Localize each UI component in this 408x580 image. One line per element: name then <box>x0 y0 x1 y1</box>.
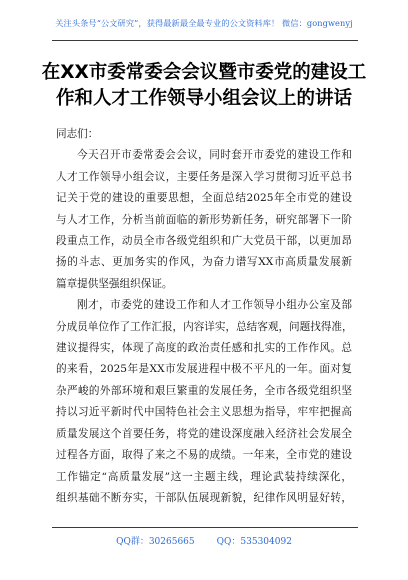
paragraph-line: 记关于党的建设的重要思想，全面总结2025年全市党的建设 <box>56 192 352 205</box>
paragraph-line: 刚才，市委党的建设工作和人才工作领导小组办公室及部 <box>77 299 352 312</box>
paragraph-line: 建议提得实，体现了高度的政治责任感和扎实的工作作风。总 <box>56 342 352 355</box>
header-note: 关注头条号“公文研究”，获得最新最全最专业的公文资料库！ 微信：gongwenyj <box>55 18 353 28</box>
paragraph-line: 人才工作领导小组会议，主要任务是深入学习贯彻习近平总书 <box>56 170 352 183</box>
paragraph-line: 段重点工作，动员全市各级党组织和广大党员干部，以更加昂 <box>56 235 352 248</box>
paragraph-line: 的来看，2025年是XX市发展进程中极不平凡的一年。面对复 <box>56 363 352 376</box>
greeting: 同志们： <box>56 128 99 140</box>
paragraph-line: 杂严峻的外部环境和艰巨繁重的发展任务，全市各级党组织坚 <box>56 384 352 397</box>
footer-qq: QQ：535304092 <box>216 537 292 547</box>
paragraph-line: 质量发展这个首要任务，将党的建设深度融入经济社会发展全 <box>56 427 352 440</box>
paragraph-line: 工作锚定“高质量发展”这一主题主线，理论武装持续深化， <box>56 470 352 483</box>
footer-divider <box>52 527 358 528</box>
paragraph-2 <box>56 295 352 509</box>
footer-contact <box>0 534 408 547</box>
paragraph-line: 篇章提供坚强组织保证。 <box>56 277 173 290</box>
paragraph-line: 与人才工作，分析当前面临的新形势新任务，研究部署下一阶 <box>56 213 352 226</box>
footer-qq-group: QQ群：30265665 <box>116 537 195 547</box>
paragraph-line: 持以习近平新时代中国特色社会主义思想为指导，牢牢把握高 <box>56 406 352 419</box>
document-body <box>56 124 352 509</box>
paragraph-line: 分成员单位作了工作汇报，内容详实，总结客观，问题找得准， <box>56 320 353 333</box>
paragraph-line: 今天召开市委常委会会议，同时套开市委党的建设工作和 <box>77 149 352 162</box>
title-line-2: 作和人才工作领导小组会议上的讲话 <box>55 88 352 109</box>
title-line-1: 在XX市委常委会会议暨市委党的建设工 <box>41 62 367 83</box>
document-title <box>40 60 368 112</box>
paragraph-line: 组织基础不断夯实，干部队伍展现新貌，纪律作风明显好转， <box>56 491 352 504</box>
paragraph-1 <box>56 145 352 295</box>
paragraph-line: 过程各方面，取得了来之不易的成绩。一年来，全市党的建设 <box>56 449 352 462</box>
header-divider <box>52 40 358 41</box>
paragraph-line: 扬的斗志、更加务实的作风，为奋力谱写XX市高质量发展新 <box>56 256 352 269</box>
